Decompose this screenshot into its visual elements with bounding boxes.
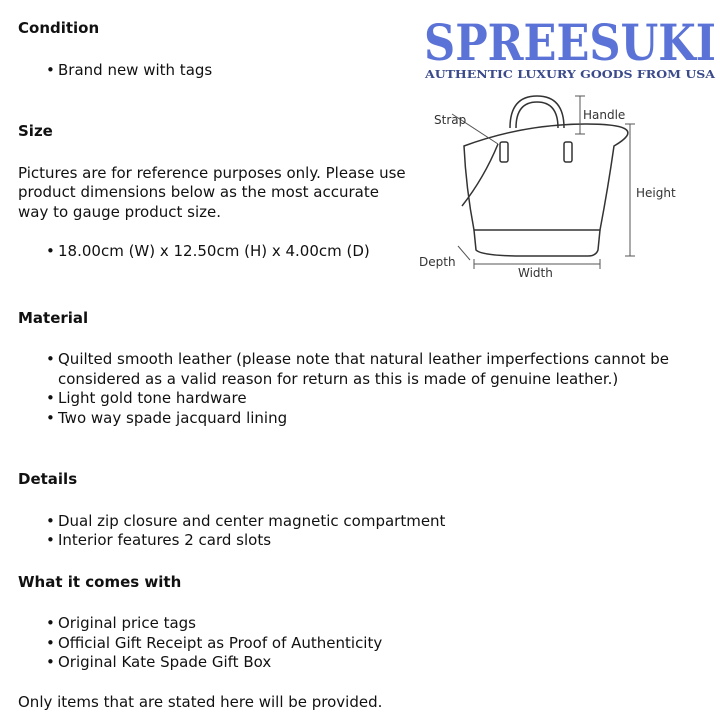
material-heading: Material bbox=[18, 308, 89, 327]
list-item: • Brand new with tags bbox=[58, 61, 720, 81]
size-note: Pictures are for reference purposes only. Please use product dimensions below as the most accurate way to gauge product size. bbox=[18, 163, 406, 221]
list-item: • Interior features 2 card slots bbox=[58, 531, 720, 551]
list-item: • Light gold tone hardware bbox=[58, 389, 720, 409]
width-label: Width bbox=[518, 266, 553, 280]
details-heading: Details bbox=[18, 470, 78, 488]
logo-name: SPREESUKI bbox=[424, 13, 716, 72]
details-list bbox=[18, 512, 720, 551]
details-section bbox=[18, 470, 720, 551]
comes-with-list bbox=[18, 614, 720, 673]
material-list bbox=[18, 350, 720, 428]
handle-label: Handle bbox=[583, 108, 626, 122]
bag-dimensions-diagram bbox=[412, 88, 702, 288]
spreesuki-logo bbox=[420, 10, 720, 90]
size-heading: Size bbox=[18, 122, 53, 140]
list-item: • Dual zip closure and center magnetic compartment bbox=[58, 512, 720, 532]
depth-label: Depth bbox=[419, 255, 456, 269]
list-item: • Original Kate Spade Gift Box bbox=[58, 653, 720, 673]
footer-note: Only items that are stated here will be provided. bbox=[18, 692, 383, 711]
comes-with-heading: What it comes with bbox=[18, 572, 182, 591]
comes-with-section bbox=[18, 573, 720, 673]
strap-label: Strap bbox=[434, 113, 467, 127]
material-section bbox=[18, 309, 720, 429]
list-item: • Official Gift Receipt as Proof of Authenticity bbox=[58, 634, 720, 654]
height-label: Height bbox=[636, 186, 676, 200]
condition-heading: Condition bbox=[18, 19, 100, 37]
list-item: • 18.00cm (W) x 12.50cm (H) x 4.00cm (D) bbox=[58, 242, 720, 262]
list-item: • Two way spade jacquard lining bbox=[58, 409, 720, 429]
list-item: • Quilted smooth leather (please note that natural leather imperfections cannot be considered as a valid reason for return as this is made of genuine leather.) bbox=[58, 350, 720, 389]
logo-tagline: AUTHENTIC LUXURY GOODS FROM USA bbox=[423, 68, 716, 81]
list-item: • Original price tags bbox=[58, 614, 720, 634]
